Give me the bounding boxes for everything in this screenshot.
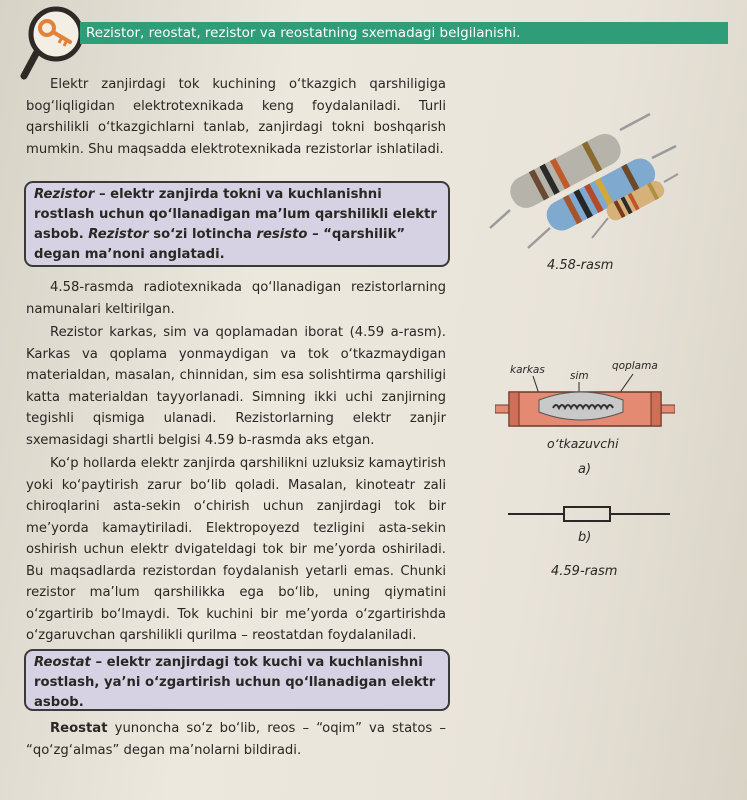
reostat-term: Reostat — [34, 655, 91, 670]
rezistor-origin-word: resisto — [256, 227, 308, 242]
label-a: a) — [578, 462, 592, 477]
label-otkazuvchi: o‘tkazuvchi — [547, 436, 619, 451]
figure-458-caption: 4.58-rasm — [547, 258, 614, 273]
rezistor-origin-term: Rezistor — [88, 227, 149, 242]
etymology-term: Reostat — [50, 721, 108, 736]
reostat-definition-box — [24, 649, 450, 711]
resistors-photo — [480, 110, 680, 260]
intro-paragraph: Elektr zanjirdagi tok kuchining o‘tkazgich qarshiligiga bog‘liqligidan elektrotexnikada keng foydalaniladi. Turli qarshilikli o‘tkazgichlarni tanlab, zanjirdagi tokni boshqarish mumkin. Shu maqsadda elektrotexnikada rezistorlar ishlatiladi. — [26, 77, 446, 157]
section-title: Rezistor, reostat, rezistor va reostatning sxemadagi belgilanishi. — [80, 22, 728, 44]
label-karkas: karkas — [510, 364, 545, 376]
magnifier-key-icon — [16, 4, 86, 80]
label-sim: sim — [570, 370, 589, 382]
samples-paragraph: 4.58-rasmda radiotexnikada qo‘llanadigan rezistorlarning namunalari keltirilgan. — [26, 280, 446, 317]
rezistor-definition-text: – elektr zanjirda tokni va kuchlanishni rostlash uchun qo‘llanadigan ma’lum qarshilikli elektr asbob. — [34, 187, 437, 242]
rezistor-origin-end: – “qarshilik” degan ma’noni anglatadi. — [34, 227, 406, 262]
etymology-paragraph — [26, 718, 446, 761]
rezistor-origin-text: so‘zi lotincha — [148, 227, 257, 242]
variable-resistance-paragraph: Ko‘p hollarda elektr zanjirda qarshilikni uzluksiz kamaytirish yoki ko‘paytirish zarur bo‘lib qoladi. Masalan, kinoteatr zali chiroqlarini asta-sekin o‘chirish uchun zanjirdagi tok bir me’yorda kamaytiriladi. Elektropoyezd tezligini asta-sekin oshirish uchun elektr dvigateldagi tok bir me’yorda oshiriladi. Bu maqsadlarda rezistordan foydalanish yetarli emas. Chunki rezistor ma’lum qarshilikka ega bo‘lib, uning qiymatini o‘zgartirib bo‘lmaydi. Tok kuchini bir me’yorda o‘zgartirishda o‘zgaruvchan qarshilikli qurilma – reostatdan foydalaniladi. — [26, 456, 446, 643]
label-b: b) — [578, 530, 592, 545]
rezistor-definition-box — [24, 181, 450, 267]
rezistor-term: Rezistor — [34, 187, 95, 202]
label-qoplama: qoplama — [612, 360, 658, 372]
resistor-schematic-symbol — [508, 504, 670, 524]
structure-paragraph: Rezistor karkas, sim va qoplamadan iborat (4.59 a-rasm). Karkas va qoplama yonmaydigan va tok o‘tkazmaydigan materialdan, masalan, chinnidan, sim esa solishtirma qarshiligi katta materialdan tayyorlanadi. Simning ikki uchi zanjirning tegishli qismiga ulanadi. Rezistorlarning elektr zanjir sxemasidagi shartli belgisi 4.59 b-rasmda aks etgan. — [26, 325, 446, 448]
etymology-text: yunoncha so‘z bo‘lib, reos – “oqim” va statos – “qo‘zg‘almas” degan ma’nolarni bildiradi. — [26, 721, 446, 758]
figure-459-caption: 4.59-rasm — [551, 564, 618, 579]
resistor-structure-diagram — [495, 372, 675, 432]
reostat-definition-text: – elektr zanjirdagi tok kuchi va kuchlanishni rostlash, ya’ni o‘zgartirish uchun qo‘llanadigan elektr asbob. — [34, 655, 436, 710]
